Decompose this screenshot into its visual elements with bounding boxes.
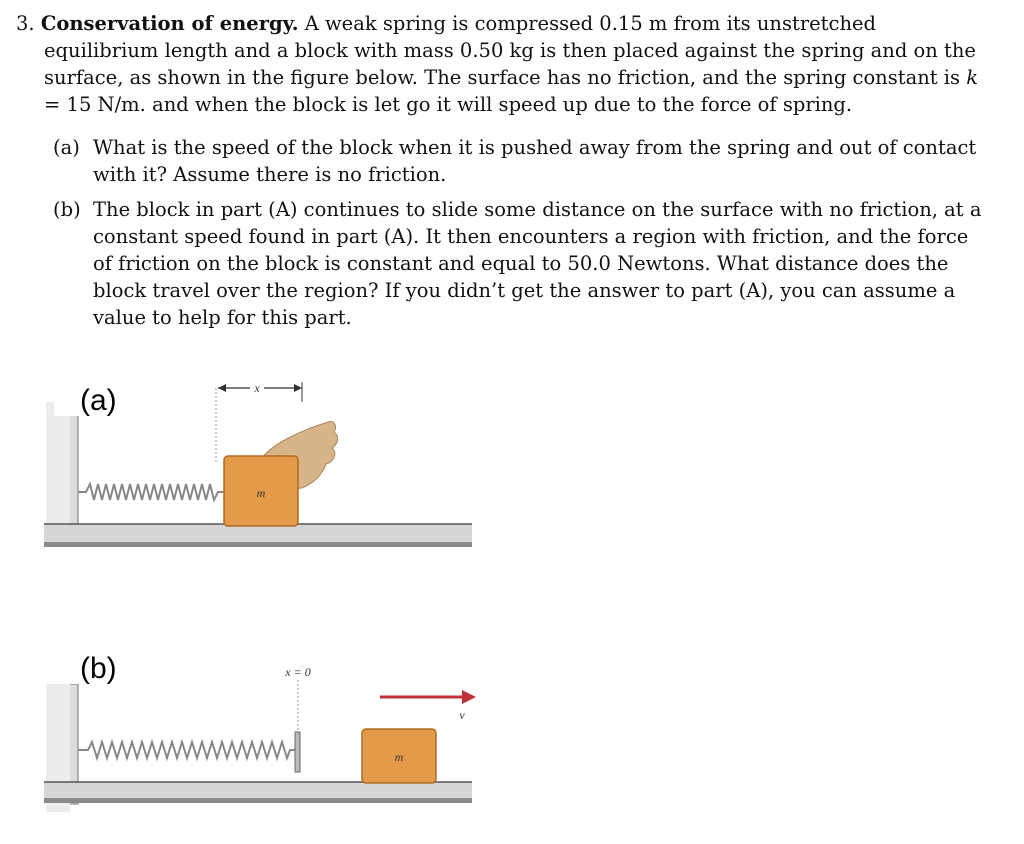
panel-b	[44, 640, 476, 812]
part-b-label: (b)	[53, 198, 81, 221]
panel-b-surface	[44, 782, 472, 800]
figure-svg	[40, 372, 480, 842]
problem-number: 3.	[16, 12, 35, 35]
panel-b-label: (b)	[80, 652, 117, 685]
problem-intro-a: A weak spring is compressed 0.15 m from its unstretched equilibrium length and a block with mass 0.50 kg is then placed against the spring and on the surface, as shown in the figure below. The surface has no friction, and the spring constant is	[44, 12, 976, 89]
part-a-text: What is the speed of the block when it is pushed away from the spring and out of contact with it? Assume there is no friction.	[93, 136, 977, 186]
part-a-label: (a)	[53, 136, 80, 159]
problem-statement	[16, 10, 988, 118]
panel-b-equilibrium-label: x = 0	[285, 665, 311, 679]
panel-a	[44, 372, 472, 547]
panel-b-spring	[78, 742, 296, 758]
problem-3	[16, 10, 988, 339]
panel-a-dim-arrowhead-left	[218, 384, 226, 392]
panel-a-block-mass: m	[256, 486, 266, 500]
panel-a-surface-shadow	[44, 542, 472, 547]
panel-a-dimension-x: x	[254, 381, 260, 395]
panel-a-surface	[44, 524, 472, 544]
part-b-text: The block in part (A) continues to slide some distance on the surface with no friction, at a constant speed found in part (A). It then encounters a region with friction, and the force of friction on the block is constant and equal to 50.0 Newtons. What distance does the block travel over the region? If you didn’t get the answer to part (A), you can assume a value to help for this part.	[93, 198, 982, 329]
part-b	[16, 196, 988, 331]
panel-b-block-mass: m	[394, 750, 404, 764]
spring-block-figure	[40, 372, 480, 842]
problem-intro-b: = 15 N/m. and when the block is let go it will speed up due to the force of spring.	[44, 93, 853, 116]
panel-b-velocity-label: v	[459, 708, 465, 722]
panel-a-spring	[78, 484, 224, 500]
problem-parts	[16, 134, 988, 331]
panel-a-dim-arrowhead-right	[294, 384, 302, 392]
panel-b-surface-shadow	[44, 798, 472, 803]
part-a	[16, 134, 988, 188]
panel-a-label: (a)	[80, 384, 117, 417]
panel-b-velocity-arrowhead	[462, 690, 476, 704]
panel-b-spring-end-plate	[295, 732, 300, 772]
problem-title: Conservation of energy.	[40, 12, 299, 35]
spring-constant-symbol: k	[966, 66, 979, 89]
